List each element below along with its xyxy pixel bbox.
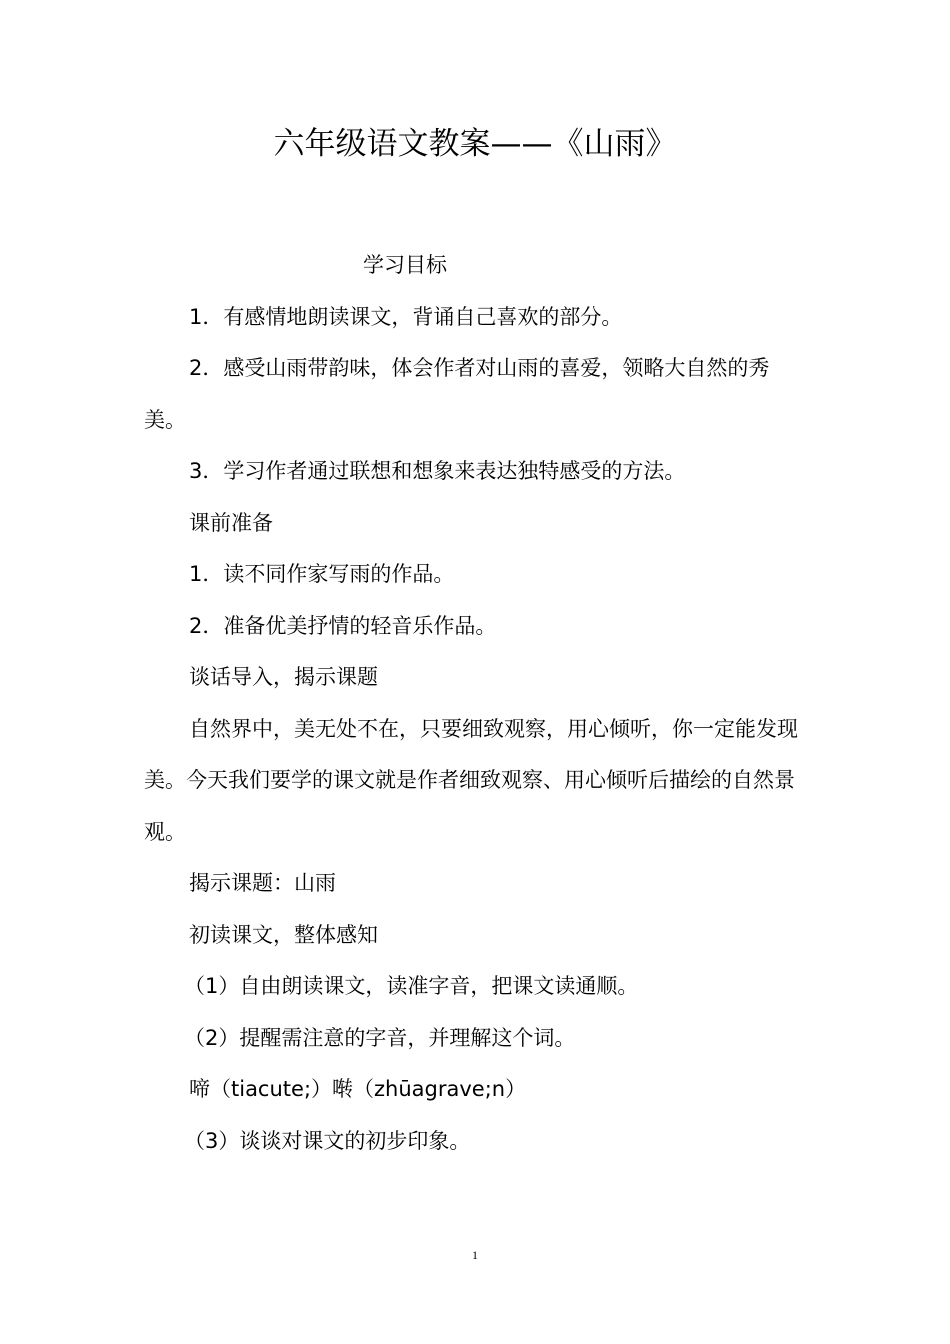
page-number: 1 — [472, 1248, 478, 1262]
reading-item: （2）提醒需注意的字音，并理解这个词。 — [184, 1025, 576, 1050]
document-body — [144, 240, 806, 1167]
preparation-item: 1．读不同作家写雨的作品。 — [189, 562, 455, 586]
section-heading-goals: 学习目标 — [363, 253, 447, 277]
goal-item: 1．有感情地朗读课文，背诵自己喜欢的部分。 — [189, 304, 623, 329]
goal-item: 2．感受山雨带韵味，体会作者对山雨的喜爱，领略大自然的秀美。 — [144, 356, 770, 432]
section-heading-first-reading: 初读课文，整体感知 — [189, 922, 378, 947]
page-title: 六年级语文教案——《山雨》 — [273, 126, 677, 162]
section-heading-intro: 谈话导入，揭示课题 — [189, 665, 378, 689]
intro-paragraph: 自然界中，美无处不在，只要细致观察，用心倾听，你一定能发现美。今天我们要学的课文就是作者细致观察、用心倾听后描绘的自然景观。 — [144, 716, 798, 844]
goal-item: 3．学习作者通过联想和想象来表达独特感受的方法。 — [189, 459, 686, 483]
preparation-item: 2．准备优美抒情的轻音乐作品。 — [189, 613, 497, 638]
section-heading-preparation: 课前准备 — [189, 510, 273, 535]
pinyin-line: 啼（tiacute;）啭（zhūagrave;n） — [189, 1077, 527, 1101]
intro-reveal: 揭示课题：山雨 — [189, 871, 336, 895]
reading-item: （3）谈谈对课文的初步印象。 — [184, 1128, 471, 1153]
reading-item: （1）自由朗读课文，读准字音，把课文读通顺。 — [184, 974, 639, 998]
